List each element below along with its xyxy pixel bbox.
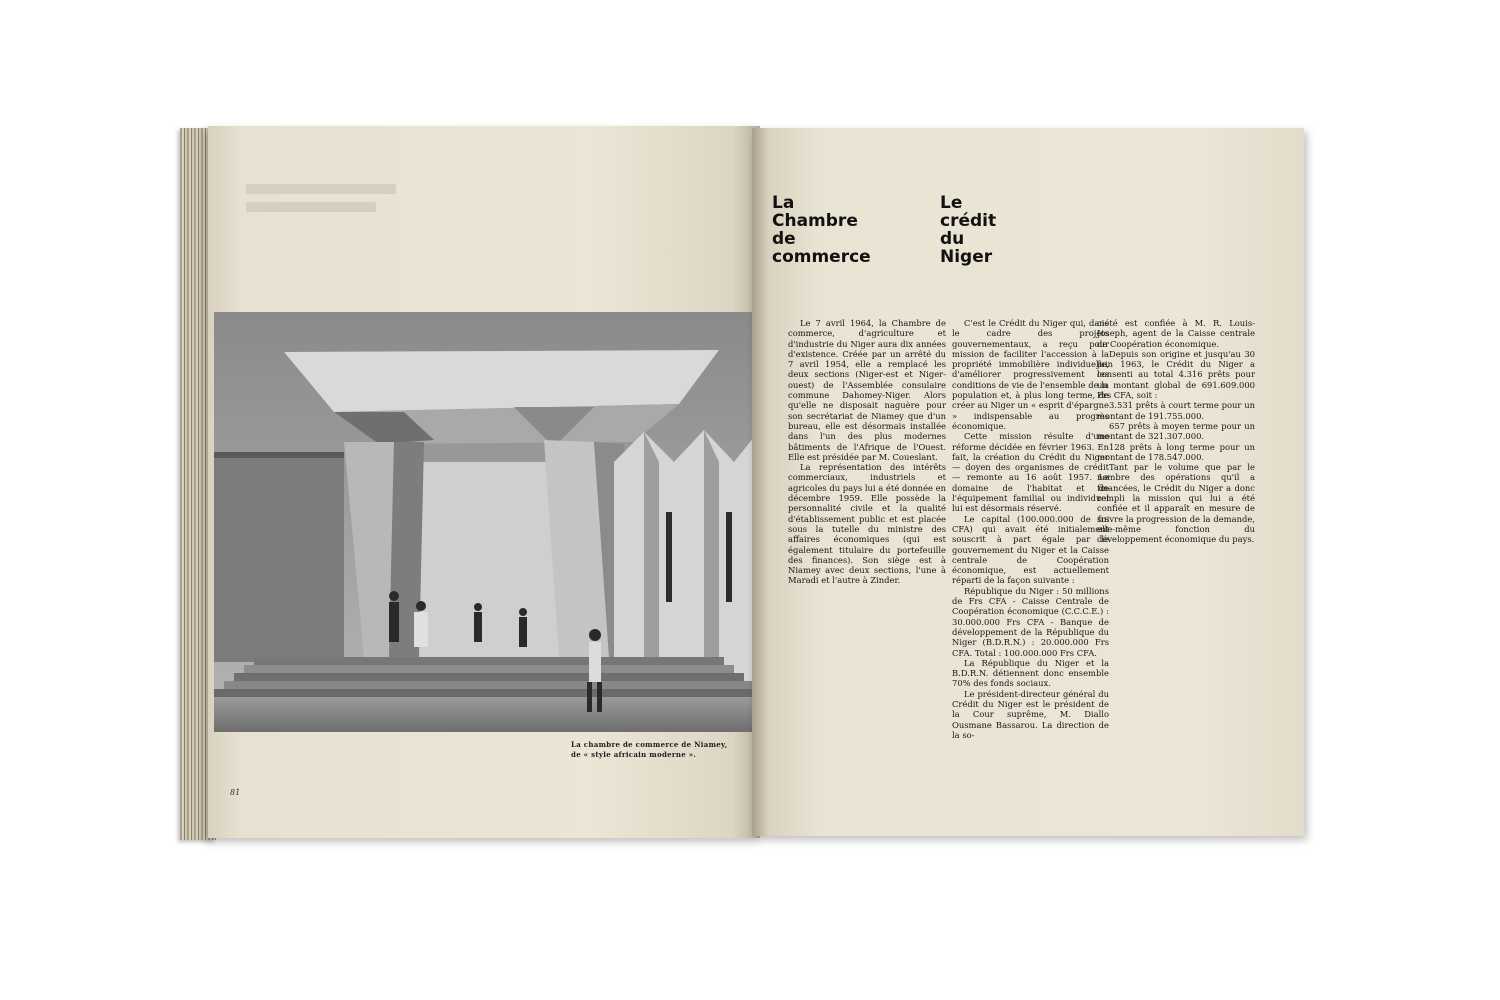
paragraph: Cette mission résulte d'une réforme décidée en février 1963. En fait, la création du Crédit du Niger — doyen des organismes de crédit — remonte au 16 août 1957. Le domaine de l'habitat et de l'équipement familial ou individuel lui est désormais réservé. [952,431,1109,514]
photo-caption [571,740,731,760]
paragraph: Le 7 avril 1964, la Chambre de commerce, d'agriculture et d'industrie du Niger aura dix années d'existence. Créée par un arrêté du 7 avril 1954, elle a remplacé les deux sections (Niger-est et Niger-ouest) de l'Assemblée consulaire commune Dahomey-Niger. Alors qu'elle ne disposait naguère pour son secrétariat de Niamey que d'un bureau, elle est désormais installée dans l'un des plus modernes bâtiments de l'Afrique de l'Ouest. Elle est présidée par M. Coueslant. [788,318,946,462]
paragraph: Le président-directeur général du Crédit du Niger est le président de la Cour suprême, M. Diallo Ousmane Bassarou. La direction de la so- [952,688,1109,740]
paragraph: Depuis son origine et jusqu'au 30 juin 1963, le Crédit du Niger a consenti au total 4.316 prêts pour un montant global de 691.609.000 Frs CFA, soit : [1097,348,1255,401]
paragraph: La représentation des intérêts commerciaux, industriels et agricoles du pays lui a été donnée en décembre 1959. Elle possède la personnalité civile et la qualité d'établissement public et est placée sous la tutelle du ministre des affaires économiques (qui est également titulaire du portefeuille des finances). Son siège est à Niamey avec deux sections, l'une à Maradi et l'autre à Zinder. [788,462,946,586]
page-number: 81 [230,788,241,797]
building-photo [214,312,754,732]
text-column-1 [788,318,946,586]
left-page [208,126,760,838]
text-column-3 [1097,318,1255,545]
show-through-text [246,184,406,220]
paragraph: 128 prêts à long terme pour un montant de 178.547.000. [1097,441,1255,462]
paragraph: C'est le Crédit du Niger qui, dans le cadre des projets gouvernementaux, a reçu pour mission de faciliter l'accession à la propriété immobilière individuelle, d'améliorer progressivement les conditions de vie de l'ensemble de la population et, à plus long terme, de créer au Niger un « esprit d'épargne » indispensable au progrès économique. [952,318,1109,431]
paragraph: La République du Niger et la B.D.R.N. détiennent donc ensemble 70% des fonds sociaux. [952,657,1109,689]
heading-chambre-de-commerce: La Chambre de commerce [772,193,871,267]
paragraph: 657 prêts à moyen terme pour un montant de 321.307.000. [1097,420,1255,442]
paragraph: République du Niger : 50 millions de Frs CFA - Caisse Centrale de Coopération économique (C.C.C.E.) : 30.000.000 Frs CFA - Banque de développement de la République du Niger (B.D.R.N.) : 20.000.000 Frs CFA. Total : 100.000.000 Frs CFA. [952,585,1109,658]
right-page [752,128,1304,836]
heading-credit-du-niger: Le crédit du Niger [940,193,997,267]
paragraph: Le capital (100.000.000 de frs CFA) qui avait été initialement souscrit à part égale par le gouvernement du Niger et la Caisse centrale de Coopération économique, est actuellement réparti de la façon suivante : [952,513,1109,586]
caption-line: La chambre de commerce de Niamey, [571,740,728,749]
chamber-of-commerce-building-image [214,312,754,732]
text-column-2 [952,318,1109,740]
paragraph: Tant par le volume que par le nombre des opérations qu'il a financées, le Crédit du Niger a donc rempli la mission qui lui a été confiée et il apparaît en mesure de suivre la progression de la demande, elle-même fonction du développement économique du pays. [1097,462,1255,545]
caption-line: de « style africain moderne ». [571,750,697,759]
paragraph: 3.531 prêts à court terme pour un montant de 191.755.000. [1097,400,1255,421]
paragraph: ciété est confiée à M. R. Louis-Joseph, agent de la Caisse centrale de Coopération économique. [1097,318,1255,349]
